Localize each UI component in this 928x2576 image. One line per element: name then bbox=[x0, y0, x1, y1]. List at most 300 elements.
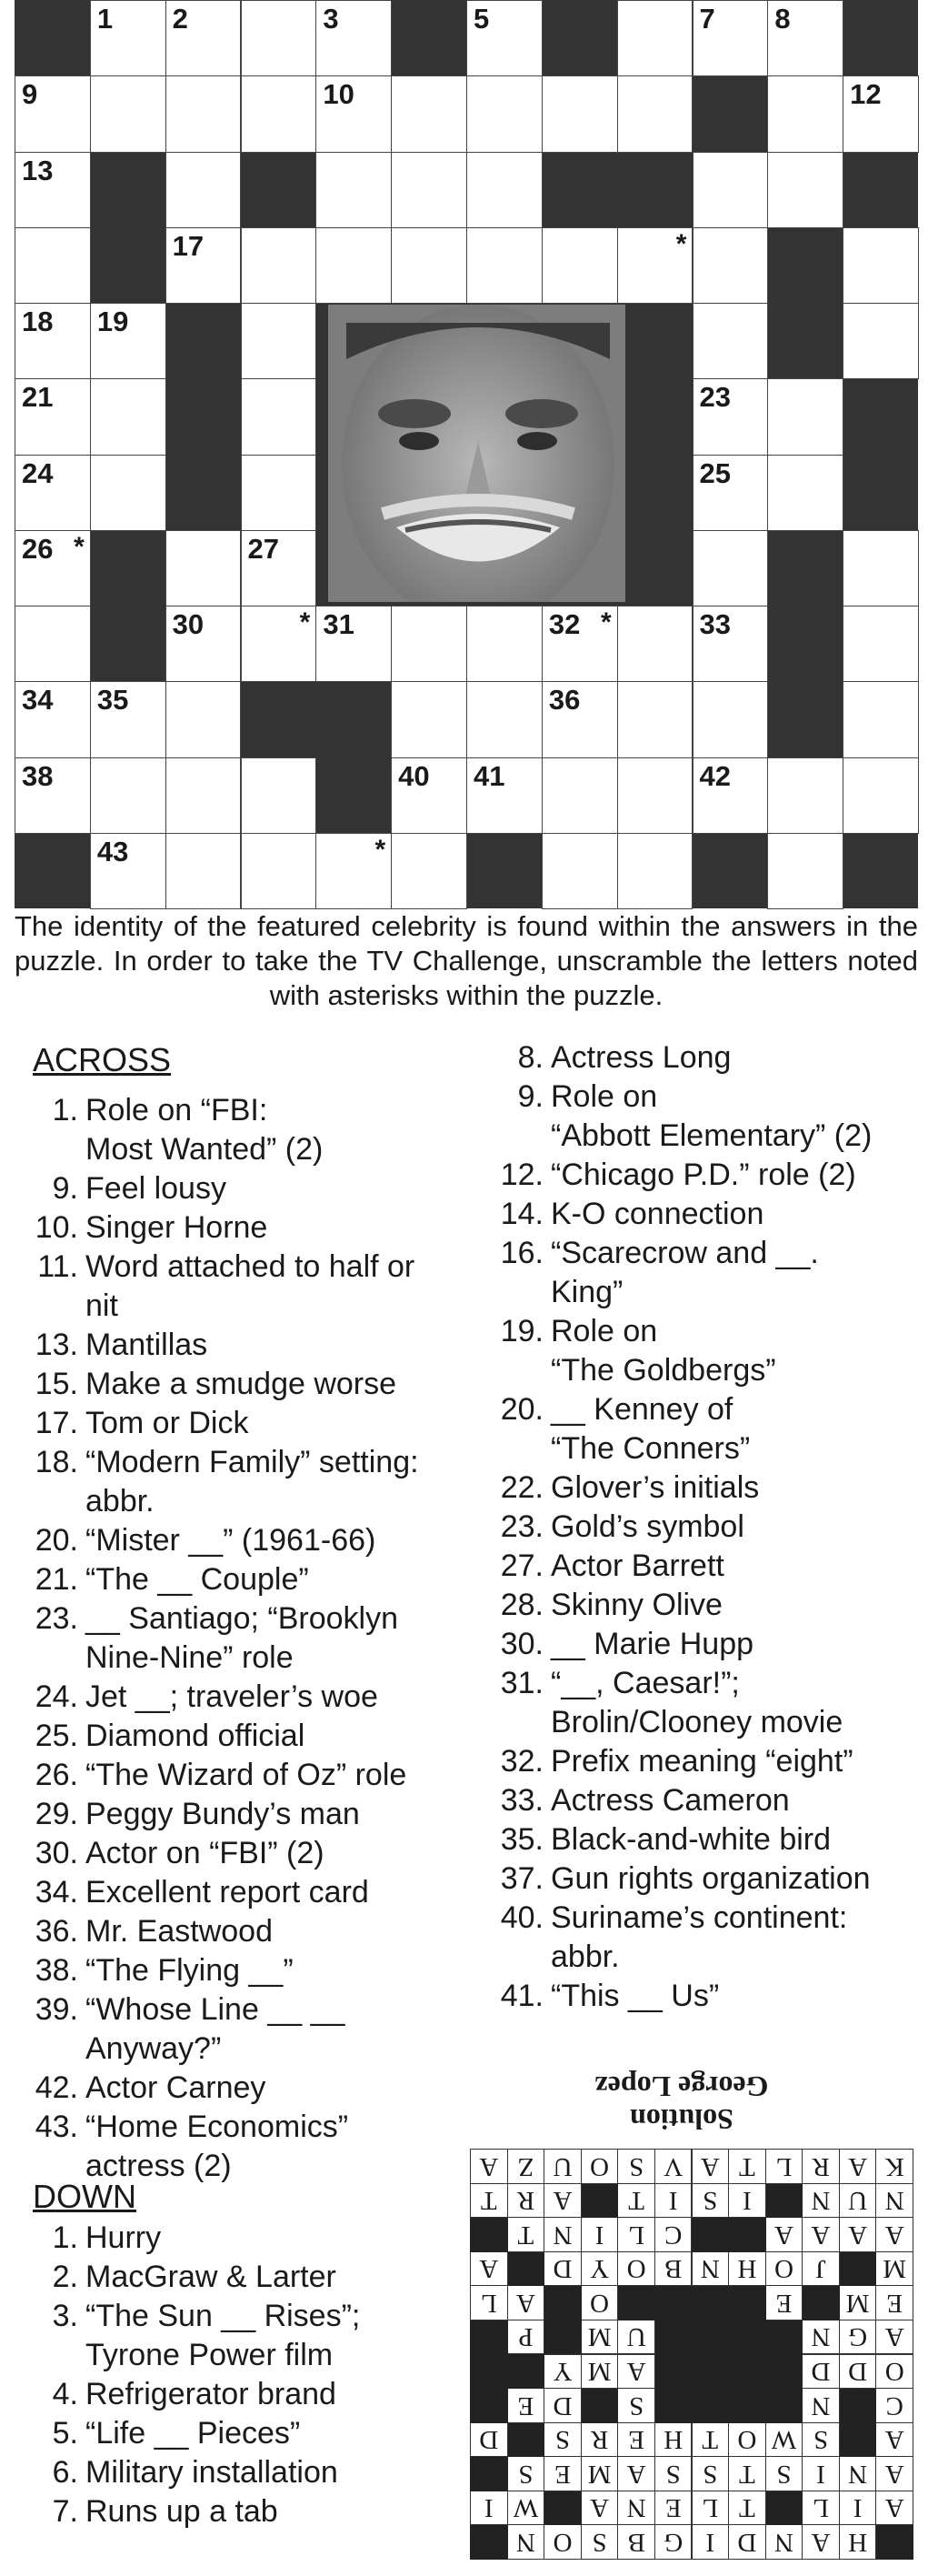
grid-cell[interactable] bbox=[241, 757, 317, 834]
grid-cell[interactable] bbox=[15, 681, 91, 757]
solution-cell bbox=[507, 2354, 545, 2390]
clue-number: 2 bbox=[172, 3, 188, 35]
solution-cell bbox=[728, 2285, 766, 2320]
solution-cell: S bbox=[617, 2388, 655, 2423]
grid-cell[interactable] bbox=[542, 833, 618, 909]
clue-number-label: 1. bbox=[52, 1093, 78, 1128]
grid-cell[interactable] bbox=[391, 757, 467, 834]
solution-cell bbox=[728, 2388, 766, 2423]
clue-text: Runs up a tab bbox=[85, 2494, 278, 2529]
solution-cell: I bbox=[802, 2456, 840, 2491]
solution-cell: O bbox=[544, 2524, 582, 2560]
solution-cell: H bbox=[654, 2422, 693, 2458]
grid-cell[interactable] bbox=[315, 0, 392, 76]
solution-cell: Y bbox=[544, 2354, 582, 2390]
solution-cell: U bbox=[544, 2149, 582, 2184]
clue-text: “__, Caesar!”; bbox=[551, 1666, 740, 1700]
clue-number-label: 37. bbox=[500, 1861, 544, 1896]
clue-text: __ Santiago; “Brooklyn bbox=[85, 1601, 398, 1636]
clue-text: “The Sun __ Rises”; bbox=[85, 2299, 361, 2333]
clue-number: 41 bbox=[474, 759, 505, 792]
solution-cell bbox=[765, 2183, 803, 2219]
solution-cell: O bbox=[875, 2354, 913, 2390]
solution-cell bbox=[839, 2388, 877, 2423]
grid-cell[interactable] bbox=[617, 75, 694, 152]
solution-cell bbox=[802, 2285, 840, 2320]
solution-cell: U bbox=[617, 2320, 655, 2355]
clue-text: Prefix meaning “eight” bbox=[551, 1744, 853, 1779]
clue-number-label: 39. bbox=[35, 1992, 78, 2027]
grid-cell[interactable] bbox=[15, 757, 91, 834]
grid-cell[interactable] bbox=[241, 0, 317, 76]
clue-number: 24 bbox=[22, 456, 54, 489]
solution-cell: D bbox=[544, 2388, 582, 2423]
solution-cell bbox=[470, 2320, 508, 2355]
clue-text: King” bbox=[551, 1275, 624, 1309]
grid-cell[interactable] bbox=[391, 681, 467, 757]
solution-cell bbox=[470, 2456, 508, 2491]
clue-number: 31 bbox=[323, 608, 354, 640]
solution-cell bbox=[692, 2285, 730, 2320]
solution-cell: N bbox=[802, 2320, 840, 2355]
clue-number-label: 25. bbox=[35, 1719, 78, 1753]
solution-cell: A bbox=[875, 2217, 913, 2252]
clue-number: 42 bbox=[699, 759, 731, 792]
clue-number-label: 30. bbox=[35, 1836, 78, 1870]
asterisk-marker: * bbox=[675, 228, 687, 259]
solution-cell: Z bbox=[507, 2149, 545, 2184]
grid-cell[interactable] bbox=[693, 606, 769, 682]
grid-cell[interactable] bbox=[466, 0, 543, 76]
clue-text: Role on “FBI: bbox=[85, 1093, 268, 1128]
solution-cell bbox=[544, 2285, 582, 2320]
clue-text: abbr. bbox=[85, 1484, 155, 1519]
solution-cell bbox=[839, 2251, 877, 2287]
grid-cell[interactable] bbox=[693, 0, 769, 76]
solution-cell: A bbox=[875, 2456, 913, 2491]
clue-number-label: 31. bbox=[500, 1666, 544, 1700]
grid-cell[interactable] bbox=[693, 681, 769, 757]
grid-cell[interactable] bbox=[165, 227, 242, 304]
clue-number: 43 bbox=[96, 835, 129, 867]
solution-cell: D bbox=[544, 2251, 582, 2287]
solution-name: George Lopez bbox=[594, 2070, 769, 2103]
clue-number-label: 7. bbox=[52, 2494, 78, 2529]
clue-text: “The Flying __” bbox=[85, 1953, 294, 1988]
clue-text: Role on bbox=[551, 1314, 658, 1348]
grid-cell[interactable] bbox=[165, 681, 242, 757]
grid-cell[interactable] bbox=[90, 0, 166, 76]
solution-cell: M bbox=[581, 2320, 619, 2355]
clue-text: __ Kenney of bbox=[551, 1392, 733, 1427]
solution-cell: E bbox=[544, 2456, 582, 2491]
solution-cell: A bbox=[875, 2422, 913, 2458]
solution-cell: C bbox=[875, 2388, 913, 2423]
clue-text: “Scarecrow and __. bbox=[551, 1236, 819, 1270]
clue-text: nit bbox=[85, 1288, 118, 1323]
grid-cell[interactable] bbox=[391, 606, 467, 682]
solution-cell: A bbox=[544, 2183, 582, 2219]
solution-cell: O bbox=[617, 2251, 655, 2287]
grid-cell[interactable] bbox=[466, 757, 543, 834]
clue-number-label: 23. bbox=[35, 1601, 78, 1636]
clue-number-label: 13. bbox=[35, 1328, 78, 1362]
clue-number-label: 5. bbox=[52, 2416, 78, 2451]
clue-text: Nine-Nine” role bbox=[85, 1640, 294, 1675]
grid-cell[interactable] bbox=[315, 606, 392, 682]
clue-number: 36 bbox=[548, 684, 581, 717]
grid-cell[interactable] bbox=[466, 152, 543, 228]
grid-cell[interactable] bbox=[90, 757, 166, 834]
solution-grid bbox=[471, 2150, 913, 2560]
grid-cell[interactable] bbox=[767, 378, 843, 455]
solution-cell bbox=[654, 2320, 693, 2355]
solution-cell bbox=[654, 2388, 693, 2423]
clue-text: Mr. Eastwood bbox=[85, 1914, 273, 1949]
grid-cell[interactable] bbox=[843, 75, 919, 152]
down-heading: DOWN bbox=[33, 2178, 136, 2215]
clue-number-label: 30. bbox=[500, 1627, 544, 1661]
solution-cell bbox=[470, 2388, 508, 2423]
solution-cell: N bbox=[765, 2524, 803, 2560]
grid-cell[interactable] bbox=[693, 227, 769, 304]
clue-text: “Life __ Pieces” bbox=[85, 2416, 301, 2451]
clue-number-label: 40. bbox=[500, 1900, 544, 1935]
grid-cell[interactable] bbox=[617, 0, 694, 76]
solution-cell: N bbox=[507, 2524, 545, 2560]
grid-cell[interactable] bbox=[391, 152, 467, 228]
solution-cell bbox=[765, 2491, 803, 2526]
grid-cell[interactable] bbox=[391, 75, 467, 152]
celebrity-photo bbox=[328, 305, 625, 602]
solution-cell: C bbox=[654, 2217, 693, 2252]
clue-number-label: 18. bbox=[35, 1445, 78, 1479]
clue-text: “This __ Us” bbox=[551, 1979, 720, 2013]
solution-cell: T bbox=[692, 2422, 730, 2458]
clue-text: Peggy Bundy’s man bbox=[85, 1797, 360, 1831]
grid-cell[interactable] bbox=[693, 152, 769, 228]
solution-cell bbox=[765, 2320, 803, 2355]
solution-cell bbox=[544, 2491, 582, 2526]
solution-cell: N bbox=[802, 2388, 840, 2423]
grid-cell[interactable] bbox=[843, 303, 919, 379]
clue-number-label: 9. bbox=[52, 1171, 78, 1206]
clue-number-label: 8. bbox=[517, 1040, 544, 1075]
clue-number: 21 bbox=[22, 381, 54, 414]
clue-text: “Mister __” (1961-66) bbox=[85, 1523, 376, 1558]
clue-number: 19 bbox=[96, 306, 129, 337]
grid-cell[interactable] bbox=[15, 530, 91, 606]
grid-cell[interactable] bbox=[241, 833, 317, 909]
grid-cell[interactable] bbox=[466, 681, 543, 757]
grid-cell[interactable] bbox=[617, 606, 694, 682]
clue-number-label: 3. bbox=[52, 2299, 78, 2333]
grid-cell[interactable] bbox=[542, 227, 618, 304]
grid-cell[interactable] bbox=[241, 75, 317, 152]
grid-cell[interactable] bbox=[542, 75, 618, 152]
clue-number: 32 bbox=[548, 608, 581, 640]
solution-cell: R bbox=[507, 2183, 545, 2219]
grid-cell[interactable] bbox=[767, 455, 843, 531]
grid-cell[interactable] bbox=[15, 606, 91, 682]
grid-cell[interactable] bbox=[767, 152, 843, 228]
solution-cell: T bbox=[507, 2217, 545, 2252]
solution-cell: E bbox=[654, 2491, 693, 2526]
solution-cell: G bbox=[839, 2320, 877, 2355]
clue-text: “Home Economics” bbox=[85, 2110, 349, 2144]
grid-cell[interactable] bbox=[15, 75, 91, 152]
grid-cell[interactable] bbox=[15, 303, 91, 379]
asterisk-marker: * bbox=[600, 607, 612, 637]
solution-cell: O bbox=[765, 2251, 803, 2287]
grid-cell[interactable] bbox=[90, 681, 166, 757]
grid-cell[interactable] bbox=[767, 757, 843, 834]
clue-number-label: 19. bbox=[500, 1314, 544, 1348]
clue-number-label: 38. bbox=[35, 1953, 78, 1988]
grid-cell[interactable] bbox=[693, 303, 769, 379]
grid-cell[interactable] bbox=[241, 227, 317, 304]
clue-number: 34 bbox=[22, 684, 54, 717]
asterisk-marker: * bbox=[374, 834, 386, 865]
solution-cell: B bbox=[617, 2524, 655, 2560]
clue-number-label: 12. bbox=[500, 1158, 544, 1192]
clue-number: 25 bbox=[699, 456, 731, 489]
clue-text: K-O connection bbox=[551, 1197, 764, 1231]
grid-cell[interactable] bbox=[466, 227, 543, 304]
grid-cell[interactable] bbox=[165, 530, 242, 606]
grid-cell[interactable] bbox=[15, 455, 91, 531]
clue-text: Mantillas bbox=[85, 1328, 208, 1362]
solution-cell: L bbox=[802, 2491, 840, 2526]
grid-cell[interactable] bbox=[693, 530, 769, 606]
clue-number-label: 15. bbox=[35, 1367, 78, 1401]
clue-number: 26 bbox=[22, 532, 54, 565]
grid-cell[interactable] bbox=[843, 757, 919, 834]
solution-cell bbox=[692, 2388, 730, 2423]
grid-cell[interactable] bbox=[617, 833, 694, 909]
grid-cell[interactable] bbox=[767, 833, 843, 909]
clue-text: Most Wanted” (2) bbox=[85, 1132, 324, 1167]
clue-text: Anyway?” bbox=[85, 2031, 222, 2066]
solution-cell: N bbox=[875, 2183, 913, 2219]
solution-cell: I bbox=[728, 2183, 766, 2219]
grid-cell[interactable] bbox=[315, 833, 392, 909]
solution-cell bbox=[544, 2320, 582, 2355]
grid-cell[interactable] bbox=[315, 75, 392, 152]
solution-cell: A bbox=[581, 2491, 619, 2526]
clue-text: Tyrone Power film bbox=[85, 2338, 334, 2372]
clue-text: Glover’s initials bbox=[551, 1470, 760, 1505]
grid-cell[interactable] bbox=[693, 757, 769, 834]
clue-number: 38 bbox=[22, 759, 54, 792]
clue-number-label: 27. bbox=[500, 1549, 544, 1583]
clue-text: Role on bbox=[551, 1079, 658, 1114]
clue-number: 18 bbox=[22, 306, 54, 337]
face-image bbox=[328, 305, 625, 602]
clue-number-label: 36. bbox=[35, 1914, 78, 1949]
clue-text: “The __ Couple” bbox=[85, 1562, 309, 1597]
solution-cell: A bbox=[839, 2217, 877, 2252]
solution-cell: D bbox=[470, 2422, 508, 2458]
grid-cell[interactable] bbox=[90, 833, 166, 909]
grid-cell[interactable] bbox=[165, 0, 242, 76]
solution-cell: E bbox=[507, 2388, 545, 2423]
solution-cell: M bbox=[581, 2354, 619, 2390]
clue-number-label: 14. bbox=[500, 1197, 544, 1231]
solution-cell bbox=[470, 2354, 508, 2390]
solution-cell: S bbox=[692, 2456, 730, 2491]
solution-cell: M bbox=[839, 2285, 877, 2320]
grid-cell[interactable] bbox=[90, 75, 166, 152]
clue-text: Skinny Olive bbox=[551, 1588, 723, 1622]
clue-text: “Abbott Elementary” (2) bbox=[551, 1118, 873, 1153]
clue-number: 7 bbox=[699, 3, 715, 35]
solution-cell bbox=[581, 2388, 619, 2423]
solution-cell: N bbox=[802, 2183, 840, 2219]
solution-cell bbox=[507, 2251, 545, 2287]
grid-cell[interactable] bbox=[90, 455, 166, 531]
clue-number: 3 bbox=[323, 3, 339, 35]
grid-cell[interactable] bbox=[165, 606, 242, 682]
grid-cell[interactable] bbox=[165, 833, 242, 909]
solution-cell: A bbox=[839, 2149, 877, 2184]
clue-number-label: 9. bbox=[517, 1079, 544, 1114]
solution-cell: P bbox=[507, 2320, 545, 2355]
grid-cell[interactable] bbox=[466, 75, 543, 152]
clue-number-label: 34. bbox=[35, 1875, 78, 1909]
clue-number: 27 bbox=[247, 532, 279, 565]
solution-cell: B bbox=[654, 2251, 693, 2287]
grid-cell[interactable] bbox=[843, 530, 919, 606]
clue-text: actress (2) bbox=[85, 2149, 232, 2183]
clue-number-label: 43. bbox=[35, 2110, 78, 2144]
grid-cell[interactable] bbox=[15, 378, 91, 455]
clue-number-label: 33. bbox=[500, 1783, 544, 1818]
solution-cell: S bbox=[507, 2456, 545, 2491]
clue-text: Actor Carney bbox=[85, 2070, 266, 2105]
solution-cell bbox=[654, 2285, 693, 2320]
solution-cell: G bbox=[654, 2524, 693, 2560]
clue-number-label: 35. bbox=[500, 1822, 544, 1857]
solution-cell: A bbox=[470, 2149, 508, 2184]
solution-cell bbox=[470, 2217, 508, 2252]
grid-cell[interactable] bbox=[542, 757, 618, 834]
solution-cell: A bbox=[617, 2456, 655, 2491]
grid-cell[interactable] bbox=[241, 303, 317, 379]
solution-cell bbox=[692, 2320, 730, 2355]
grid-cell[interactable] bbox=[241, 378, 317, 455]
grid-cell[interactable] bbox=[843, 606, 919, 682]
solution-cell: E bbox=[765, 2285, 803, 2320]
grid-cell[interactable] bbox=[693, 455, 769, 531]
clue-number-label: 22. bbox=[500, 1470, 544, 1505]
solution-cell bbox=[728, 2320, 766, 2355]
clue-text: Feel lousy bbox=[85, 1171, 226, 1206]
clue-number: 33 bbox=[699, 608, 731, 640]
grid-cell[interactable] bbox=[165, 757, 242, 834]
solution-cell bbox=[728, 2217, 766, 2252]
solution-cell: L bbox=[617, 2217, 655, 2252]
solution-cell: S bbox=[654, 2456, 693, 2491]
solution-cell: A bbox=[507, 2285, 545, 2320]
grid-cell[interactable] bbox=[15, 227, 91, 304]
clue-number: 5 bbox=[474, 3, 490, 35]
grid-cell[interactable] bbox=[542, 681, 618, 757]
grid-cell[interactable] bbox=[693, 378, 769, 455]
solution-cell: K bbox=[875, 2149, 913, 2184]
solution-cell: V bbox=[654, 2149, 693, 2184]
grid-cell[interactable] bbox=[15, 152, 91, 228]
clue-number: 1 bbox=[96, 3, 114, 35]
clue-number-label: 16. bbox=[500, 1236, 544, 1270]
grid-cell[interactable] bbox=[90, 378, 166, 455]
clue-text: “Chicago P.D.” role (2) bbox=[551, 1158, 856, 1192]
solution-cell: W bbox=[765, 2422, 803, 2458]
grid-cell[interactable] bbox=[165, 75, 242, 152]
clue-number: 40 bbox=[398, 759, 430, 792]
grid-cell[interactable] bbox=[391, 227, 467, 304]
grid-cell[interactable] bbox=[241, 530, 317, 606]
grid-cell[interactable] bbox=[466, 606, 543, 682]
grid-cell[interactable] bbox=[165, 152, 242, 228]
solution-cell: A bbox=[617, 2354, 655, 2390]
clue-text: Word attached to half or bbox=[85, 1249, 415, 1284]
clue-text: __ Marie Hupp bbox=[551, 1627, 754, 1661]
solution-cell: O bbox=[581, 2149, 619, 2184]
solution-title bbox=[564, 2070, 800, 2136]
grid-cell[interactable] bbox=[617, 757, 694, 834]
grid-cell[interactable] bbox=[843, 681, 919, 757]
grid-cell[interactable] bbox=[241, 606, 317, 682]
grid-cell[interactable] bbox=[617, 681, 694, 757]
grid-cell[interactable] bbox=[767, 0, 843, 76]
grid-cell[interactable] bbox=[767, 75, 843, 152]
clue-text: Singer Horne bbox=[85, 1210, 268, 1245]
clue-number: 12 bbox=[850, 78, 882, 111]
crossword-grid bbox=[15, 0, 918, 908]
solution-cell: A bbox=[470, 2251, 508, 2287]
solution-cell: T bbox=[470, 2183, 508, 2219]
clue-text: Military installation bbox=[85, 2455, 338, 2490]
clue-number-label: 21. bbox=[35, 1562, 78, 1597]
clue-number: 13 bbox=[22, 154, 54, 186]
grid-cell[interactable] bbox=[542, 606, 618, 682]
solution-cell: L bbox=[692, 2491, 730, 2526]
grid-cell[interactable] bbox=[617, 227, 694, 304]
clue-text: Brolin/Clooney movie bbox=[551, 1705, 843, 1739]
clue-number: 30 bbox=[172, 608, 205, 640]
solution-cell bbox=[470, 2524, 508, 2560]
grid-cell[interactable] bbox=[843, 227, 919, 304]
grid-cell[interactable] bbox=[315, 152, 392, 228]
clue-number-label: 41. bbox=[500, 1979, 544, 2013]
clue-text: Refrigerator brand bbox=[85, 2377, 336, 2411]
solution-cell bbox=[839, 2422, 877, 2458]
clue-text: “The Conners” bbox=[551, 1431, 751, 1466]
grid-cell[interactable] bbox=[391, 833, 467, 909]
clue-number-label: 6. bbox=[52, 2455, 78, 2490]
solution-cell: W bbox=[507, 2491, 545, 2526]
solution-cell: I bbox=[470, 2491, 508, 2526]
solution-cell: S bbox=[692, 2183, 730, 2219]
grid-cell[interactable] bbox=[241, 455, 317, 531]
solution-cell bbox=[728, 2354, 766, 2390]
solution-cell bbox=[654, 2354, 693, 2390]
clue-number-label: 24. bbox=[35, 1679, 78, 1714]
solution-cell bbox=[765, 2354, 803, 2390]
grid-cell[interactable] bbox=[315, 227, 392, 304]
grid-cell[interactable] bbox=[90, 303, 166, 379]
